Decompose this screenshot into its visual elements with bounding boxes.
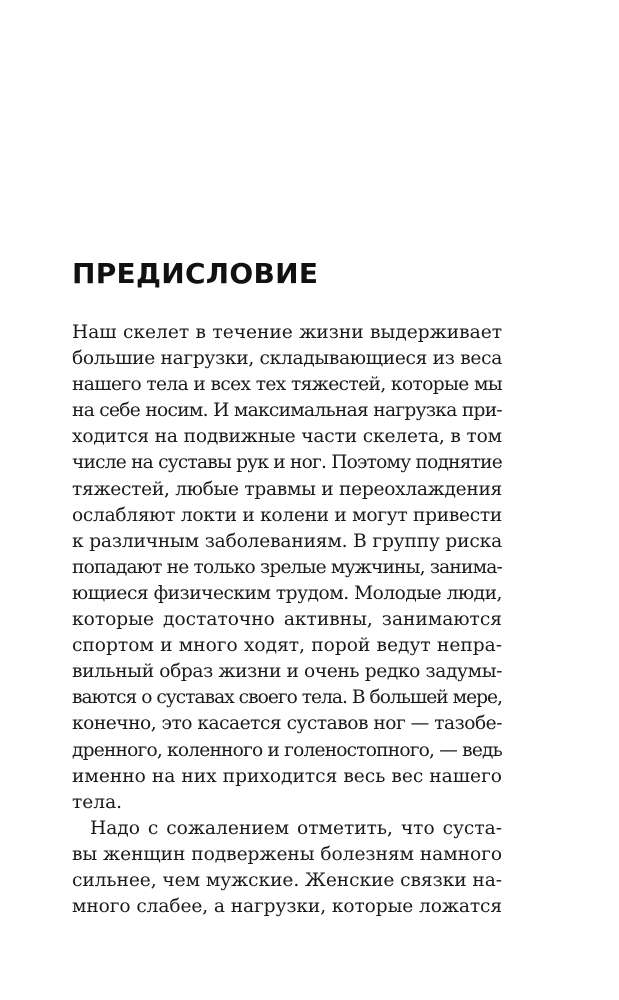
body-text [72,320,502,920]
text-line: вильный образ жизни и очень редко задумы- [72,661,503,683]
text-line: Наш скелет в течение жизни выдерживает [72,322,502,343]
paragraph-1 [72,320,502,816]
text-line: много слабее, а нагрузки, которые ложатся [72,896,502,918]
text-line: нашего тела и всех тех тяжестей, которые мы [72,374,503,396]
text-line: дренного, коленного и голеностопного, — ведь [72,739,502,761]
text-line: тяжестей, любые травмы и переохлаждения [72,478,503,500]
text-line: которые достаточно активны, занимаются [72,609,502,631]
text-line: к различным заболеваниям. В группу риска [72,530,502,552]
chapter-heading: ПРЕДИСЛОВИЕ [72,257,319,290]
paragraph-2 [72,816,502,920]
text-line: сильнее, чем мужские. Женские связки на- [72,869,502,891]
text-line: конечно, это касается суставов ног — тазобе- [72,713,502,735]
text-line: именно на них приходится весь вес нашего [72,765,502,787]
text-line: числе на суставы рук и ног. Поэтому поднятие [72,452,502,474]
text-line: большие нагрузки, складывающиеся из веса [72,348,502,370]
text-line: попадают не только зрелые мужчины, занима- [72,556,502,578]
text-line: на себе носим. И максимальная нагрузка при- [72,400,502,422]
text-line: ющиеся физическим трудом. Молодые люди, [72,582,502,604]
text-line: ходится на подвижные части скелета, в том [72,426,503,448]
text-line: вы женщин подвержены болезням намного [72,843,502,865]
text-line: Надо с сожалением отметить, что суста- [90,817,502,839]
text-line: ваются о суставах своего тела. В большей мере, [72,687,502,709]
text-line: ослабляют локти и колени и могут привести [72,504,503,526]
text-line: спортом и много ходят, порой ведут непра- [72,635,502,657]
text-line: тела. [72,791,123,813]
